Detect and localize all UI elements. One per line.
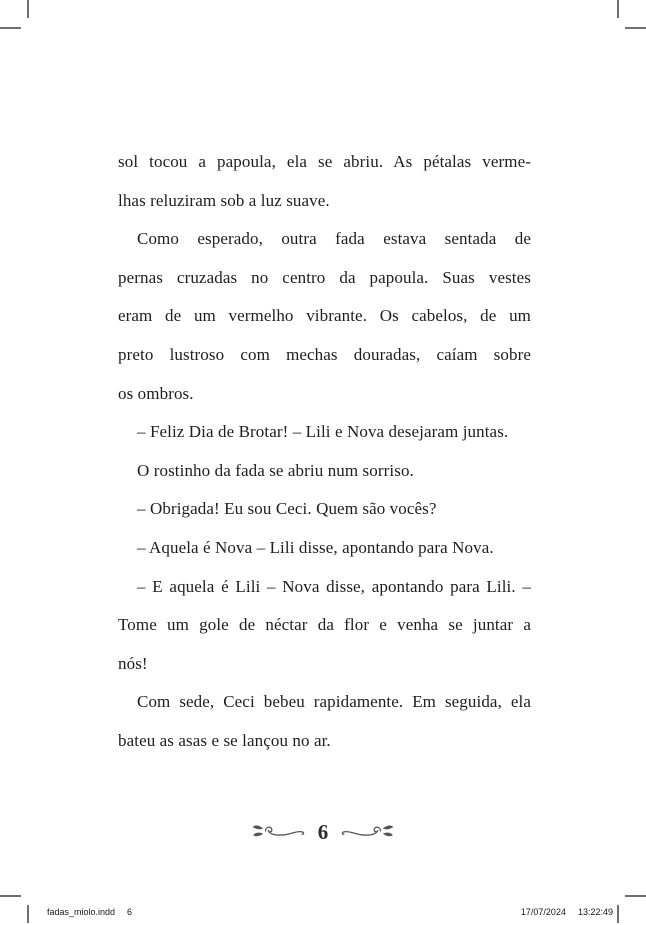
text-line: eram de um vermelho vibrante. Os cabelos, de um [118,306,531,326]
text-line: Tome um gole de néctar da flor e venha se juntar a [118,615,531,635]
text-line: nós! [118,653,148,673]
crop-mark-bottom-right-vertical [617,905,619,923]
text-line: Com sede, Ceci bebeu rapidamente. Em seguida, ela [137,692,531,712]
slug-date: 17/07/2024 [520,907,566,917]
flourish-left-icon [252,822,306,842]
text-line: lhas reluziram sob a luz suave. [118,190,330,210]
crop-mark-top-left-vertical [27,0,29,18]
slug-time: 13:22:49 [577,907,613,917]
page-number: 6 [317,820,329,844]
text-line: sol tocou a papoula, ela se abriu. As pétalas verme- [118,152,531,171]
crop-mark-top-right-vertical [617,0,619,18]
crop-mark-top-left-horizontal [0,27,21,29]
text-line: pernas cruzadas no centro da papoula. Suas vestes [118,267,531,287]
slug-timestamp-block [521,907,613,917]
text-line: Como esperado, outra fada estava sentada de [137,229,531,249]
text-line: – E aquela é Lili – Nova disse, apontando para Lili. – [137,576,531,596]
text-line: – Aquela é Nova – Lili disse, apontando para Nova. [137,537,494,557]
slug-filename: fadas_miolo.indd [47,907,116,917]
slug-filename-block [47,907,132,917]
text-line: preto lustroso com mechas douradas, caíam sobre [118,344,531,364]
text-line: – Feliz Dia de Brotar! – Lili e Nova desejaram juntas. [137,422,509,442]
flourish-right-icon [340,822,394,842]
crop-mark-bottom-left-horizontal [0,895,21,897]
crop-mark-top-right-horizontal [625,27,646,29]
text-block [118,143,531,761]
crop-mark-bottom-left-vertical [27,905,29,923]
page-number-ornament [0,817,646,847]
text-line: – Obrigada! Eu sou Ceci. Quem são vocês? [137,499,437,519]
crop-mark-bottom-right-horizontal [625,895,646,897]
text-line: O rostinho da fada se abriu num sorriso. [137,460,414,480]
text-line: os ombros. [118,383,194,403]
text-line: bateu as asas e se lançou no ar. [118,730,331,750]
slug-page-indicator: 6 [127,907,133,917]
